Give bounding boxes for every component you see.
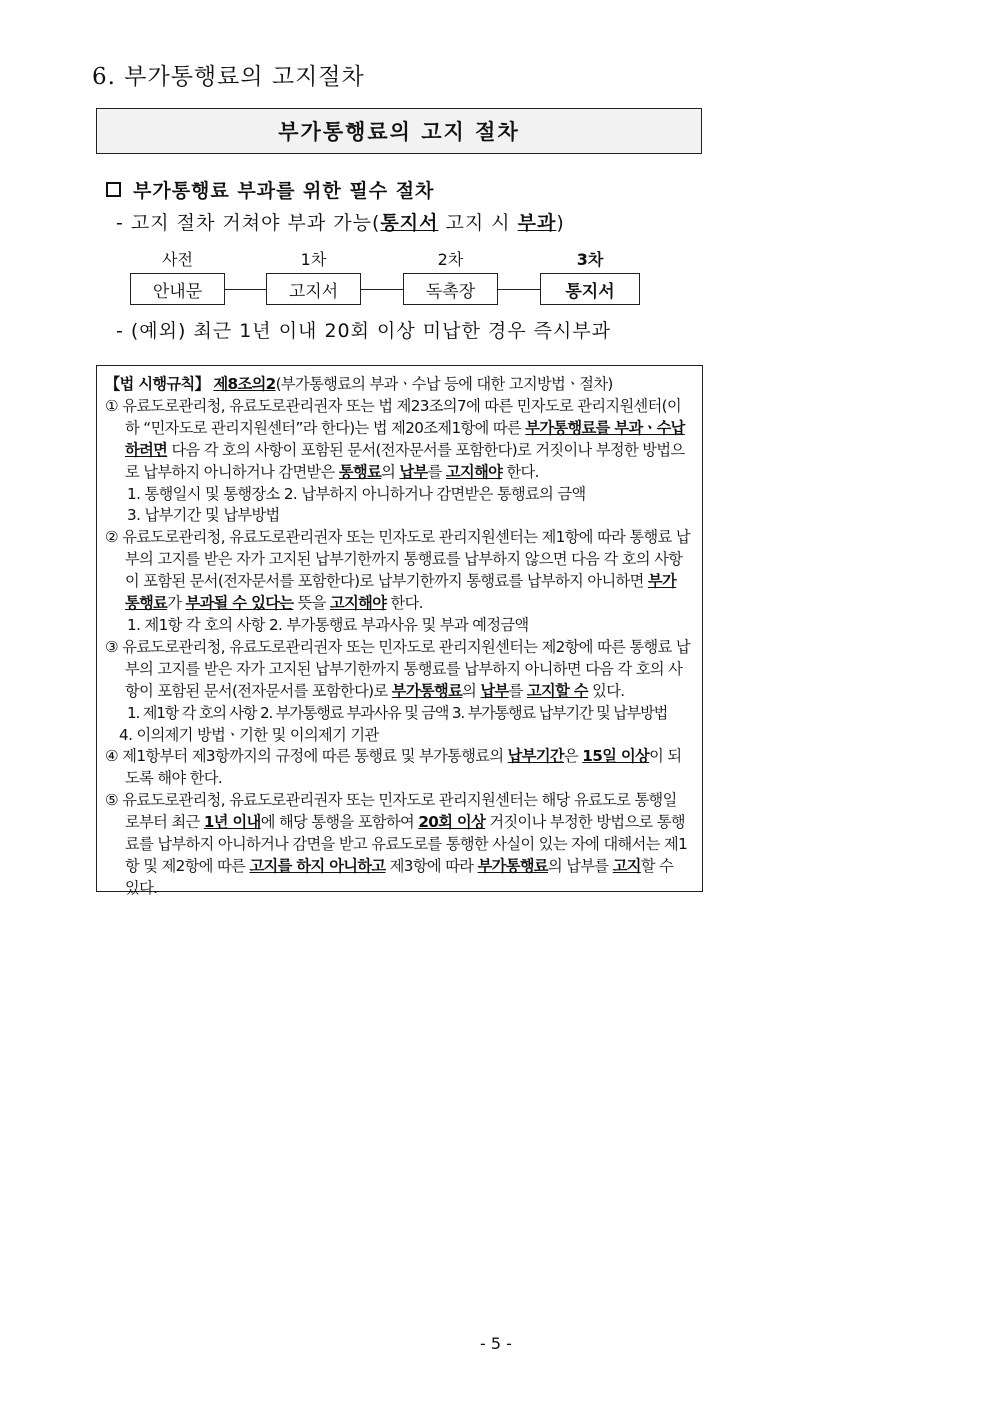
- law-emphasis: 납부기간: [507, 747, 564, 766]
- step-box: 통지서: [540, 273, 640, 305]
- law-emphasis: 부과될 수 있다는: [185, 594, 294, 613]
- law-tag: 【법 시행규칙】: [105, 375, 210, 393]
- connector-line: [498, 289, 540, 290]
- law-emphasis: 고지할 수: [526, 681, 588, 700]
- law-emphasis: 부가통행료: [391, 681, 463, 700]
- law-emphasis: 고지해야: [445, 462, 503, 481]
- law-text: 의 납부를: [547, 856, 613, 875]
- bullet-text: - 고지 절차 거쳐야 부과 가능(: [116, 212, 381, 234]
- step-1: [266, 250, 361, 305]
- bullet-underline: 부과: [517, 212, 557, 234]
- law-text: 은: [563, 747, 583, 766]
- law-article-title: (부가통행료의 부과ㆍ수납 등에 대한 고지방법ㆍ절차): [275, 375, 613, 393]
- law-emphasis: 고지를 하지 아니하고: [249, 856, 386, 875]
- law-text: 거짓이나 부정한 방법으로 통행료를 납부하지 아니하거나 감면을 받고 유료도로를 통행한 사실이 있는 자에 대해서는 제1항 및 제2항에 따른: [125, 813, 688, 875]
- law-text: 제3항에 따라: [385, 856, 478, 875]
- law-emphasis: 통행료: [338, 462, 382, 481]
- law-items: 1. 제1항 각 호의 사항 2. 부가통행료 부과사유 및 금액 3. 부가통행료 납부기간 및 납부방법: [127, 703, 668, 722]
- law-emphasis: 부가통행료를 부과ㆍ수납하려면: [125, 418, 685, 459]
- law-emphasis: 납부: [480, 681, 509, 700]
- law-paragraph-1: [105, 396, 690, 484]
- law-text: 할 수 있다.: [125, 856, 674, 897]
- title-box-text: 부가통행료의 고지 절차: [278, 120, 520, 144]
- law-header: [105, 374, 690, 396]
- step-label: 사전: [162, 250, 193, 269]
- law-emphasis: 20회 이상: [418, 813, 486, 832]
- step-label: 2차: [437, 250, 464, 269]
- law-paragraph-3: [105, 637, 690, 703]
- law-text: ② 유료도로관리청, 유료도로관리권자 또는 민자도로 관리지원센터는 제1항에 따라 통행료 납부의 고지를 받은 자가 고지된 납부기한까지 통행료를 납부하지 않으면 다음 각 호의 사항이 포함된 문서(전자문서를 포함한다)로 납부기한까지 통행료를 납부하지 아니하면: [105, 528, 690, 591]
- bullet-text: 고지 시: [438, 212, 518, 234]
- bullet-notice: [116, 208, 565, 235]
- step-label: 3차: [576, 250, 604, 269]
- law-text: 를: [508, 681, 527, 700]
- section-title: [106, 176, 434, 203]
- section-title-text: 부가통행료 부과를 위한 필수 절차: [133, 180, 435, 202]
- law-emphasis: 부가통행료: [477, 856, 548, 875]
- law-text: 가: [167, 594, 186, 613]
- law-items: 1. 제1항 각 호의 사항 2. 부가통행료 부과사유 및 부과 예정금액: [127, 615, 529, 634]
- bullet-exception: - (예외) 최근 1년 이내 20회 이상 미납한 경우 즉시부과: [116, 320, 612, 342]
- law-emphasis: 15일 이상: [582, 747, 650, 766]
- law-emphasis: 고지해야: [330, 594, 387, 613]
- law-paragraph-2: [105, 527, 690, 615]
- title-box: [96, 108, 702, 154]
- step-box: 독촉장: [403, 273, 498, 305]
- law-text: 다음 각 호의 사항이 포함된 문서(전자문서를 포함한다)로 거짓이나 부정한 방법으로 납부하지 아니하거나 감면받은: [125, 440, 685, 481]
- law-emphasis: 납부: [399, 462, 428, 481]
- law-text: ① 유료도로관리청, 유료도로관리권자 또는 법 제23조의7에 따른 민자도로 관리지원센터(이하 “민자도로 관리지원센터”라 한다)는 법 제20조제1항에 따른: [105, 396, 682, 437]
- procedure-flow: [130, 250, 642, 308]
- law-text: 한다.: [502, 462, 539, 481]
- law-emphasis: 1년 이내: [203, 813, 261, 832]
- law-text: 있다.: [587, 681, 625, 700]
- square-bullet-icon: [106, 182, 121, 197]
- connector-line: [361, 289, 403, 290]
- page-number: - 5 -: [480, 1334, 512, 1353]
- bullet-underline: 통지서: [380, 212, 439, 234]
- step-pre: [130, 250, 225, 305]
- law-text: 의: [462, 681, 481, 700]
- step-label: 1차: [300, 250, 327, 269]
- law-text: 의: [381, 462, 400, 481]
- law-items: 1. 통행일시 및 통행장소 2. 납부하지 아니하거나 감면받은 통행료의 금액: [127, 484, 586, 503]
- law-text: 에 해당 통행을 포함하여: [260, 813, 419, 832]
- bullet-text: ): [556, 212, 565, 234]
- section-heading: 6. 부가통행료의 고지절차: [92, 64, 365, 90]
- law-emphasis: 부가통행료: [125, 572, 677, 613]
- connector-line: [225, 289, 266, 290]
- step-3: [540, 250, 640, 305]
- law-items: 4. 이의제기 방법ㆍ기한 및 이의제기 기관: [119, 725, 379, 744]
- step-box: 고지서: [266, 273, 361, 305]
- law-emphasis: 고지: [612, 856, 641, 875]
- step-2: [403, 250, 498, 305]
- law-text: ③ 유료도로관리청, 유료도로관리권자 또는 민자도로 관리지원센터는 제2항에 따른 통행료 납부의 고지를 받은 자가 고지된 납부기한까지 통행료를 납부하지 아니하면 다음 각 호의 사항이 포함된 문서(전자문서를 포함한다)로: [105, 637, 690, 700]
- law-text: ④ 제1항부터 제3항까지의 규정에 따른 통행료 및 부가통행료의: [105, 747, 508, 766]
- law-text: ⑤ 유료도로관리청, 유료도로관리권자 또는 민자도로 관리지원센터는 해당 유료도로 통행일로부터 최근: [105, 791, 677, 832]
- law-text: 뜻을: [293, 594, 331, 613]
- law-text: 이 되도록 해야 한다.: [125, 747, 682, 788]
- step-box: 안내문: [130, 273, 225, 305]
- law-paragraph-4: [105, 746, 690, 790]
- law-paragraph-5: [105, 790, 690, 900]
- law-text: 한다.: [386, 594, 423, 613]
- law-text: 를: [427, 462, 446, 481]
- law-excerpt-box: [96, 365, 703, 897]
- law-article: 제8조의2: [213, 375, 276, 393]
- law-items: 3. 납부기간 및 납부방법: [127, 506, 280, 525]
